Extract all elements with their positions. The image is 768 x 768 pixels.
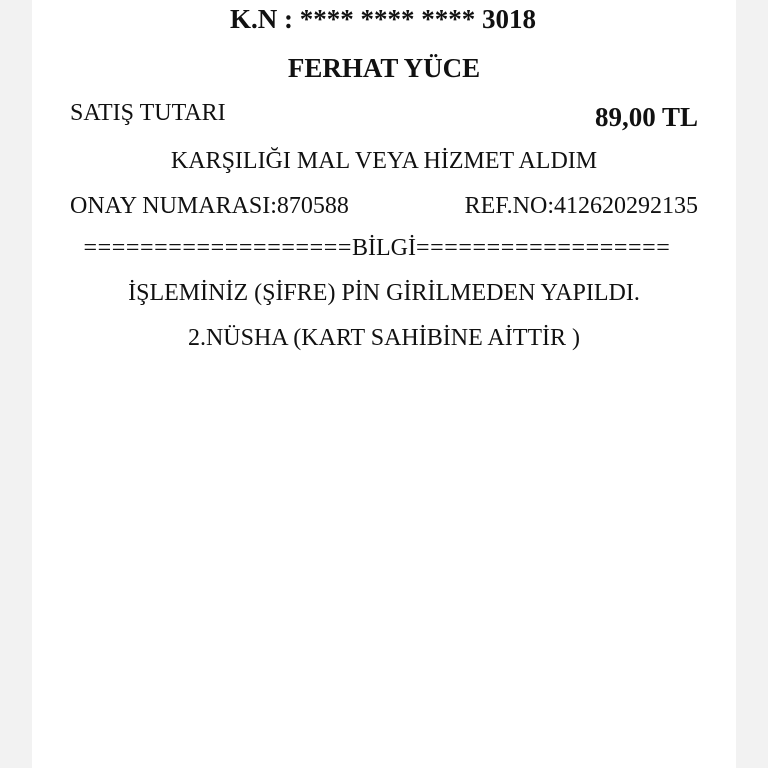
sale-amount-label: SATIŞ TUTARI (70, 100, 226, 126)
info-label: BİLGİ (352, 235, 416, 261)
pin-note: İŞLEMİNİZ (ŞİFRE) PİN GİRİLMEDEN YAPILDI. (128, 280, 640, 306)
card-number: K.N : **** **** **** 3018 (230, 4, 536, 34)
sale-amount-value: 89,00 TL (594, 102, 698, 132)
card-holder-name: FERHAT YÜCE (287, 53, 481, 83)
approval-number: ONAY NUMARASI:870588 (70, 193, 349, 219)
divider-rule-right: ================== (416, 236, 671, 260)
reference-number: REF.NO:412620292135 (464, 193, 698, 219)
info-divider (75, 236, 693, 260)
receipt-page (32, 0, 736, 768)
divider-rule-left: =================== (83, 236, 353, 260)
copy-note: 2.NÜSHA (KART SAHİBİNE AİTTİR ) (187, 325, 581, 351)
consent-statement: KARŞILIĞI MAL VEYA HİZMET ALDIM (170, 148, 598, 174)
